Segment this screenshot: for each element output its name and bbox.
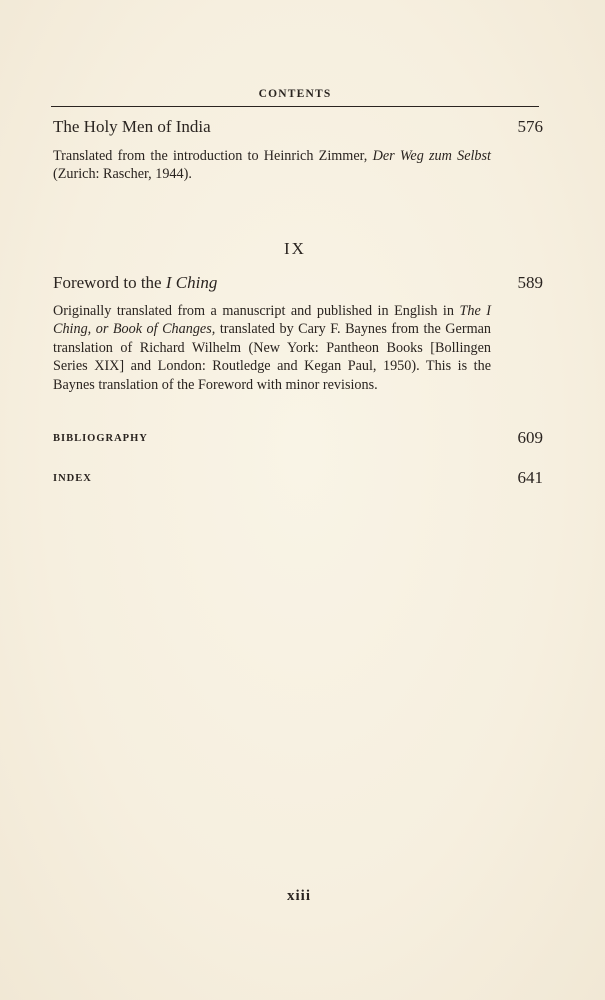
entry-page-i-ching: 589 (517, 273, 543, 292)
part-number: IX (284, 239, 306, 258)
title-italic: I Ching (165, 273, 218, 292)
index-page: 641 (517, 468, 543, 487)
index-label: INDEX (53, 473, 92, 484)
entry-title-i-ching (53, 273, 217, 293)
desc-italic-title: The I Ching, or Book of Changes, (53, 303, 492, 338)
desc-text: translated by Cary F. Baynes from the German translation of Richard Wilhelm (New York: Pantheon Books [Bollingen Series XIX] and London: Routledge and Kegan Paul, 1950). This is the Baynes translation of the Foreword with minor revisions. (53, 321, 491, 393)
desc-text: Translated from the introduction to Heinrich Zimmer, (53, 148, 368, 164)
entry-description-holy-men (53, 147, 491, 184)
entry-title-holy-men: The Holy Men of India (53, 117, 211, 136)
bibliography-label: BIBLIOGRAPHY (53, 433, 148, 444)
bibliography-page: 609 (517, 428, 543, 447)
running-head: CONTENTS (258, 88, 332, 100)
desc-text: Originally translated from a manuscript and published in English in (53, 303, 454, 319)
desc-italic-title: Der Weg zum Selbst (372, 148, 491, 164)
page-folio: xiii (286, 888, 311, 904)
entry-page-holy-men: 576 (517, 117, 543, 136)
title-text: Foreword to the (53, 273, 162, 292)
desc-text: (Zurich: Rascher, 1944). (53, 166, 192, 183)
header-rule (51, 106, 539, 107)
entry-description-i-ching (53, 302, 491, 394)
